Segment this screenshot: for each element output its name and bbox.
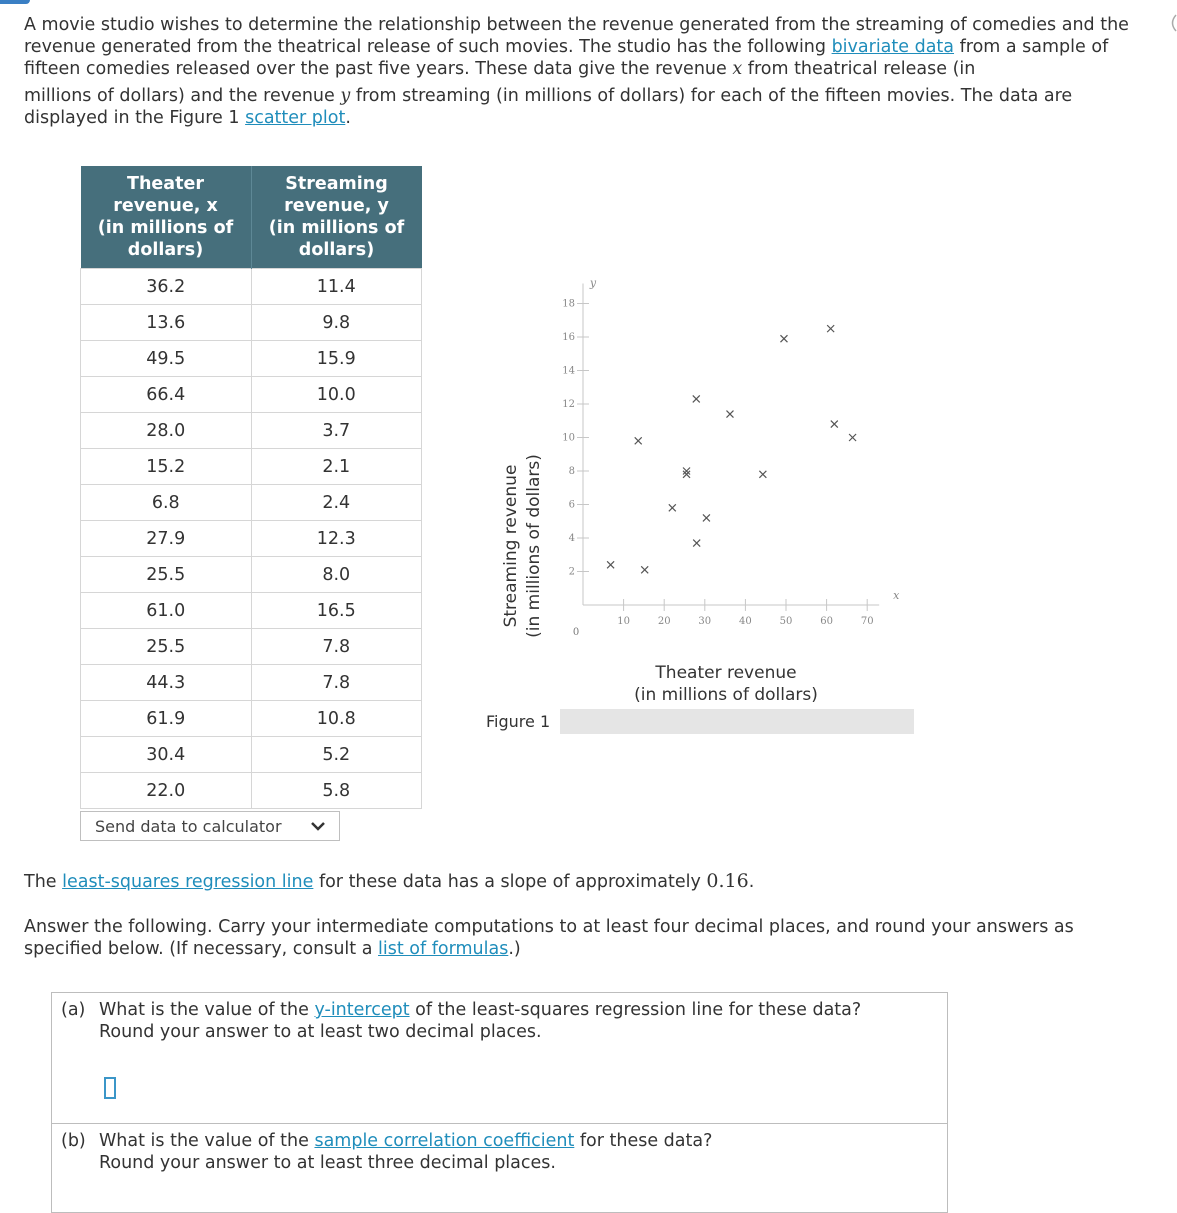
table-row — [81, 449, 422, 485]
theater-revenue-cell: 44.3 — [81, 665, 252, 701]
y-axis-variable: y — [589, 276, 597, 290]
streaming-revenue-cell: 10.0 — [251, 377, 422, 413]
y-intercept-link[interactable]: y-intercept — [314, 1000, 410, 1020]
table-row — [81, 593, 422, 629]
statement-text: The — [24, 872, 63, 892]
streaming-revenue-cell: 12.3 — [251, 521, 422, 557]
data-point — [849, 434, 856, 441]
intro-text: A movie studio wishes to determine the relationship between the revenue generated from the streaming of comedies and the revenue generated from the theatrical release of such movies. The studio has the following — [24, 15, 1129, 57]
origin-label: 0 — [572, 627, 580, 638]
statement-text: for these data has a slope of approximately — [313, 872, 707, 892]
statement-text: . — [748, 872, 755, 892]
y-tick-label: 18 — [562, 298, 575, 310]
data-point — [635, 437, 642, 444]
x-axis-label-line1: Theater revenue — [655, 663, 797, 683]
data-point — [641, 566, 648, 573]
table-row — [81, 413, 422, 449]
streaming-revenue-cell: 10.8 — [251, 701, 422, 737]
x-tick-label: 70 — [860, 616, 874, 627]
top-accent-bar — [0, 0, 30, 4]
plot-axes — [562, 277, 900, 639]
data-point — [669, 504, 676, 511]
scatter-plot-link[interactable]: scatter plot — [245, 108, 346, 128]
figure-caption: Figure 1 — [486, 712, 551, 731]
header-line: (in millions of — [268, 218, 405, 238]
data-point — [831, 421, 838, 428]
data-point — [693, 395, 700, 402]
y-tick-label: 2 — [568, 566, 575, 578]
streaming-revenue-cell: 15.9 — [251, 341, 422, 377]
y-tick-label: 10 — [562, 432, 575, 444]
streaming-revenue-cell: 16.5 — [251, 593, 422, 629]
x-axis-variable: x — [893, 589, 900, 602]
data-point — [726, 411, 733, 418]
x-tick-label: 50 — [779, 616, 793, 627]
table-row — [81, 341, 422, 377]
theater-revenue-cell: 27.9 — [81, 521, 252, 557]
streaming-revenue-cell: 2.4 — [251, 485, 422, 521]
theater-revenue-cell: 30.4 — [81, 737, 252, 773]
scroll-edge-indicator — [1167, 14, 1177, 32]
instructions — [24, 916, 1154, 960]
chevron-down-icon — [309, 817, 327, 835]
intro-paragraph-2 — [24, 85, 1154, 129]
question-b-text — [61, 1130, 931, 1174]
slope-value: 0.16 — [706, 870, 749, 892]
theater-revenue-cell: 22.0 — [81, 773, 252, 809]
list-of-formulas-link[interactable]: list of formulas — [378, 939, 509, 959]
theater-revenue-cell: 25.5 — [81, 629, 252, 665]
least-squares-regression-line-link[interactable]: least-squares regression line — [62, 872, 314, 892]
header-line: revenue, y — [284, 196, 389, 216]
question-a-line2: Round your answer to at least two decimal places. — [99, 1022, 542, 1042]
streaming-revenue-cell: 8.0 — [251, 557, 422, 593]
table-row — [81, 737, 422, 773]
table-row — [81, 665, 422, 701]
streaming-revenue-cell: 2.1 — [251, 449, 422, 485]
calculator-button-label: Send data to calculator — [95, 816, 282, 836]
data-point — [703, 514, 710, 521]
intro-paragraph-1 — [24, 14, 1154, 80]
table-row — [81, 521, 422, 557]
var-y: y — [340, 86, 351, 106]
theater-revenue-cell: 61.0 — [81, 593, 252, 629]
intro-text: . — [345, 108, 351, 128]
header-streaming-revenue — [251, 166, 422, 269]
header-line: dollars) — [127, 240, 204, 260]
scatter-plot — [480, 270, 940, 730]
streaming-revenue-cell: 3.7 — [251, 413, 422, 449]
table-row — [81, 485, 422, 521]
y-tick-label: 8 — [568, 466, 575, 477]
y-tick-label: 6 — [568, 499, 575, 511]
x-axis-label-line2: (in millions of dollars) — [634, 685, 818, 705]
table-body — [81, 269, 422, 809]
theater-revenue-cell: 15.2 — [81, 449, 252, 485]
data-point — [607, 561, 614, 568]
x-tick-label: 10 — [617, 616, 630, 627]
theater-revenue-cell: 6.8 — [81, 485, 252, 521]
header-line: Theater — [127, 174, 204, 194]
header-line: revenue, x — [113, 196, 218, 216]
data-point — [827, 325, 834, 332]
theater-revenue-cell: 25.5 — [81, 557, 252, 593]
theater-revenue-cell: 28.0 — [81, 413, 252, 449]
streaming-revenue-cell: 7.8 — [251, 665, 422, 701]
streaming-revenue-cell: 5.8 — [251, 773, 422, 809]
x-tick-label: 20 — [657, 616, 671, 627]
instructions-text: .) — [508, 939, 521, 959]
header-line: Streaming — [285, 174, 388, 194]
answer-a-input[interactable] — [104, 1077, 116, 1099]
var-x: x — [732, 59, 743, 79]
regression-statement — [24, 870, 754, 892]
intro-text: from streaming (in millions of dollars) for each of the fifteen movies. The data are displayed in the Figure 1 — [24, 86, 1073, 128]
instructions-text: Answer the following. Carry your intermediate computations to at least four decimal places, and round your answers as specified below. (If necessary, consult a — [24, 917, 1074, 959]
theater-revenue-cell: 36.2 — [81, 269, 252, 305]
question-text: What is the value of the — [99, 1000, 315, 1020]
question-a-box — [51, 992, 948, 1124]
question-b-tag: (b) — [61, 1131, 86, 1151]
data-point — [759, 471, 766, 478]
plot-points — [607, 325, 856, 573]
header-theater-revenue — [81, 166, 252, 269]
table-row — [81, 773, 422, 809]
table-row — [81, 377, 422, 413]
question-b-line1 — [61, 1130, 931, 1152]
y-axis-label-line2: (in millions of dollars) — [524, 454, 544, 638]
table-row — [81, 557, 422, 593]
data-table — [80, 166, 422, 809]
data-point — [693, 540, 700, 547]
theater-revenue-cell: 13.6 — [81, 305, 252, 341]
y-tick-label: 12 — [562, 399, 575, 410]
question-text: What is the value of the — [99, 1131, 315, 1151]
y-tick-label: 4 — [568, 533, 575, 544]
data-point — [780, 335, 787, 342]
question-text: for these data? — [574, 1131, 713, 1151]
theater-revenue-cell: 66.4 — [81, 377, 252, 413]
table-row — [81, 629, 422, 665]
streaming-revenue-cell: 5.2 — [251, 737, 422, 773]
intro-text: from a sample of fifteen comedies released over the past five years. These data give the revenue — [24, 37, 1109, 79]
header-line: (in millions of — [97, 218, 234, 238]
x-tick-label: 30 — [698, 616, 712, 627]
figure-caption-bar — [480, 709, 914, 734]
table-row — [81, 701, 422, 737]
question-text: of the least-squares regression line for these data? — [409, 1000, 862, 1020]
x-tick-label: 60 — [820, 616, 833, 627]
question-b-line2: Round your answer to at least three decimal places. — [99, 1153, 556, 1173]
table-row — [81, 269, 422, 305]
streaming-revenue-cell: 11.4 — [251, 269, 422, 305]
problem-intro — [24, 14, 1154, 129]
question-a-text — [61, 999, 931, 1043]
bivariate-data-link[interactable]: bivariate data — [831, 37, 955, 57]
sample-correlation-coefficient-link[interactable]: sample correlation coefficient — [314, 1131, 575, 1151]
data-point — [683, 468, 690, 475]
send-data-to-calculator-button[interactable] — [80, 811, 340, 841]
table-row — [81, 305, 422, 341]
intro-text: millions of dollars) and the revenue — [24, 86, 341, 106]
theater-revenue-cell: 49.5 — [81, 341, 252, 377]
header-line: dollars) — [298, 240, 375, 260]
y-tick-label: 16 — [562, 332, 575, 343]
x-tick-label: 40 — [739, 616, 752, 627]
table-header-row — [81, 166, 422, 269]
question-a-tag: (a) — [61, 1000, 86, 1020]
y-axis-label-line1: Streaming revenue — [501, 464, 521, 628]
question-a-line1 — [61, 999, 931, 1021]
y-tick-label: 14 — [562, 365, 575, 377]
intro-text: from theatrical release (in — [742, 59, 976, 79]
streaming-revenue-cell: 7.8 — [251, 629, 422, 665]
streaming-revenue-cell: 9.8 — [251, 305, 422, 341]
theater-revenue-cell: 61.9 — [81, 701, 252, 737]
data-point — [683, 471, 690, 478]
